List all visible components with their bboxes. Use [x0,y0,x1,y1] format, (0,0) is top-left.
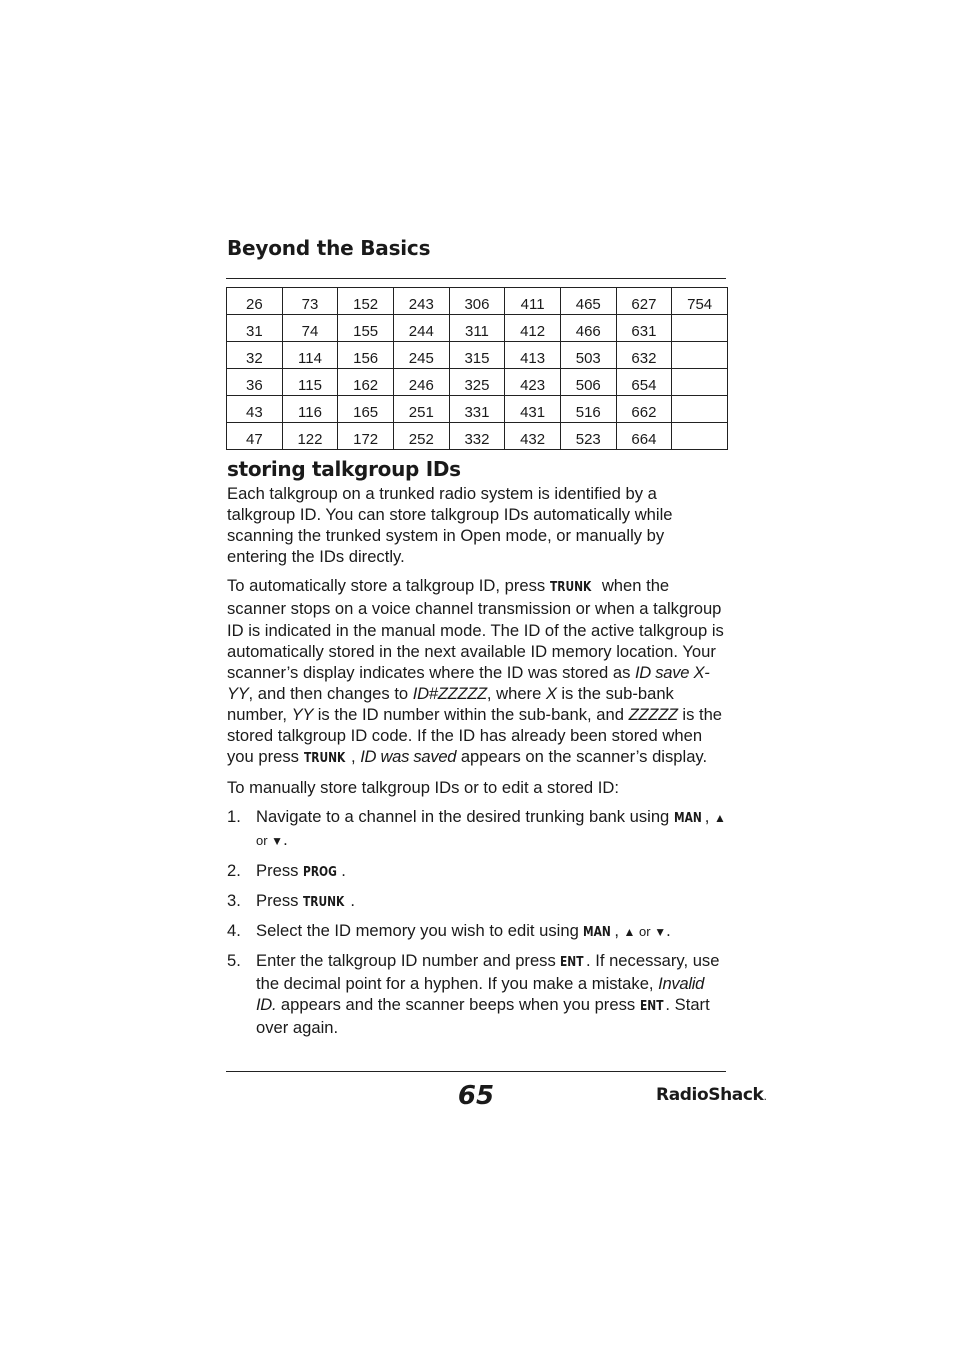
step-number: 3. [227,890,241,910]
table-cell: 315 [449,342,505,369]
table-cell [672,342,728,369]
up-arrow-icon: ▲ [623,924,636,939]
text: , [614,920,624,940]
footer-divider [226,1071,726,1072]
text: . [283,830,288,850]
table-cell: 654 [616,369,672,396]
table-cell: 165 [338,396,394,423]
table-cell: 47 [227,423,283,450]
table-cell: 311 [449,315,505,342]
text: Navigate to a channel in the desired trunking bank using [256,807,674,827]
list-item [227,920,727,943]
table-cell: 251 [393,396,449,423]
table-cell: 662 [616,396,672,423]
table-cell: 252 [393,423,449,450]
text: is the ID number within the sub-bank, and [313,704,629,724]
text: appears on the scanner’s display. [456,747,708,767]
text: Select the ID memory you wish to edit using [256,920,584,940]
table-row [227,342,728,369]
text: Press [256,860,304,880]
trunk-key: TRUNK [303,751,345,767]
text: , and then changes to [248,683,413,703]
table-cell: 306 [449,288,505,315]
table-cell: 243 [393,288,449,315]
table-cell: 122 [282,423,338,450]
text: . If necessary, use the decimal point for a hyphen. If you make a mistake, [256,950,720,993]
table-cell: 244 [393,315,449,342]
ent-key: ENT [639,998,664,1014]
table-row [227,423,728,450]
text: Press [256,890,304,910]
table-cell: 466 [560,315,616,342]
table-cell: 465 [560,288,616,315]
text: , [350,747,361,767]
table-cell: 413 [505,342,561,369]
text: . [350,890,356,910]
table-cell: 631 [616,315,672,342]
table-cell: 43 [227,396,283,423]
talkgroup-id-table [226,287,728,450]
trunk-key: TRUNK [549,580,592,596]
list-item [227,860,727,883]
step-number: 2. [227,860,241,880]
auto-store-paragraph [227,575,727,769]
table-row [227,369,728,396]
main-content [227,457,727,1045]
table-cell: 162 [338,369,394,396]
up-arrow-icon: ▲ [714,811,726,826]
table-row [227,315,728,342]
text: is the stored talkgroup ID code. If the ID has already been stored when you press [227,704,723,767]
table-cell: 115 [282,369,338,396]
table-cell: 32 [227,342,283,369]
display-text: ID#ZZZZZ [412,683,487,703]
table-cell: 411 [505,288,561,315]
table-cell: 523 [560,423,616,450]
table-cell: 26 [227,288,283,315]
table-cell: 506 [560,369,616,396]
list-item [227,950,727,1038]
table-cell: 155 [338,315,394,342]
table-cell: 432 [505,423,561,450]
table-cell: 516 [560,396,616,423]
page-header-title: Beyond the Basics [227,236,431,260]
text: , [704,807,715,827]
display-text: X [545,683,557,703]
table-cell [672,369,728,396]
list-item [227,890,727,913]
table-cell: 503 [560,342,616,369]
text: or [635,923,655,939]
intro-paragraph: Each talkgroup on a trunked radio system is identified by a talkgroup ID. You can store talkgroup IDs automatically while scanning the trunked system in Open mode, or manually by entering the IDs directly. [227,484,673,567]
text: . [666,920,671,940]
table-cell: 156 [338,342,394,369]
table-cell [672,396,728,423]
section-heading: storing talkgroup IDs [227,457,461,481]
text: . [341,860,346,880]
table-cell: 114 [282,342,338,369]
manual-store-paragraph: To manually store talkgroup IDs or to edit a stored ID: [227,778,619,798]
table-cell: 73 [282,288,338,315]
text: is the sub-bank number, [227,683,674,724]
text: or [256,833,272,849]
step-number: 5. [227,950,241,970]
down-arrow-icon: ▼ [271,834,284,849]
display-text: YY [291,704,314,724]
steps-list [227,806,727,1038]
table-cell [672,423,728,450]
page-number: 65 [457,1081,495,1111]
table-cell: 664 [616,423,672,450]
table-cell: 627 [616,288,672,315]
display-text: ID save X-YY [227,662,710,703]
trunk-key: TRUNK [303,894,345,910]
step-number: 4. [227,920,241,940]
header-divider [226,278,726,279]
display-text: ZZZZZ [628,704,678,724]
table-cell: 246 [393,369,449,396]
text: . Start over again. [256,994,710,1038]
man-key: MAN [673,811,702,827]
table-cell: 31 [227,315,283,342]
table-cell: 152 [338,288,394,315]
table-row [227,396,728,423]
table-cell: 36 [227,369,283,396]
ent-key: ENT [560,954,584,970]
text: when the scanner stops on a voice channel transmission or when a talkgroup ID is indicated in the manual mode. The ID of the active talkgroup is automatically stored in the next available ID memory location. Your scanner’s display indicates where the ID was stored as [227,576,724,682]
table-cell: 116 [282,396,338,423]
table-cell: 431 [505,396,561,423]
brand-name: RadioShack [656,1085,764,1105]
list-item [227,806,727,852]
step-number: 1. [227,807,241,827]
table-cell: 423 [505,369,561,396]
table-cell: 172 [338,423,394,450]
table-cell: 325 [449,369,505,396]
man-key: MAN [583,924,612,940]
text: To automatically store a talkgroup ID, press [227,576,550,596]
table-cell: 754 [672,288,728,315]
table-row [227,288,728,315]
prog-key: PROG [303,864,337,880]
display-text: ID was saved [360,747,457,767]
table-cell: 245 [393,342,449,369]
text: , where [486,683,546,703]
text: appears and the scanner beeps when you press [276,994,640,1014]
text: Enter the talkgroup ID number and press [256,950,561,970]
display-text: Invalid ID. [256,973,705,1014]
table-cell: 412 [505,315,561,342]
table-cell [672,315,728,342]
brand-mark: . [763,1090,767,1103]
down-arrow-icon: ▼ [654,924,667,939]
brand-logo [656,1085,767,1105]
table-cell: 331 [449,396,505,423]
table-cell: 632 [616,342,672,369]
table-cell: 332 [449,423,505,450]
table-cell: 74 [282,315,338,342]
